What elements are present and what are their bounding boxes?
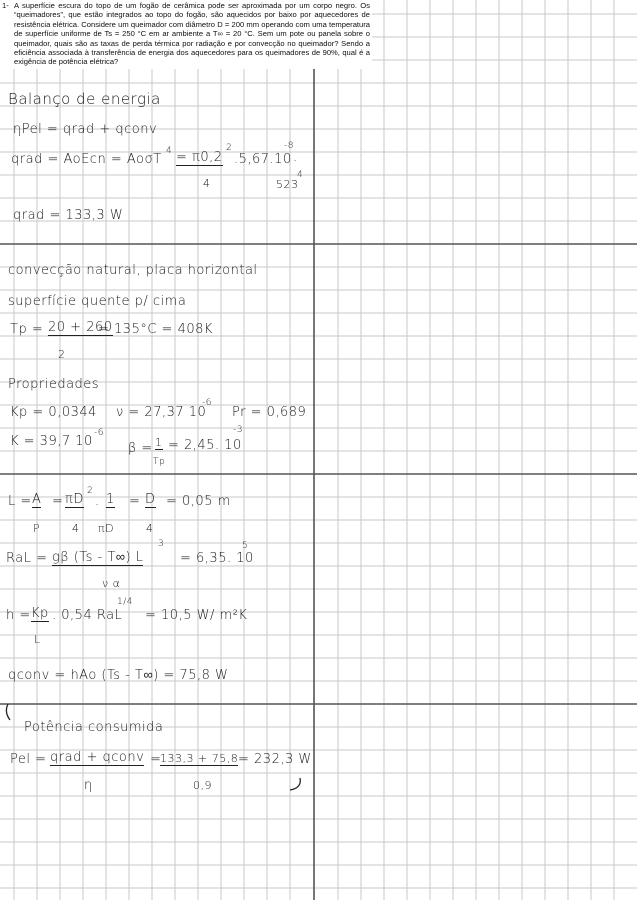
natural-convection-title: convecção natural, placa horizontal [8, 263, 258, 278]
char-length-perimeter-formula: πD [98, 522, 115, 535]
char-length-d-den: 4 [146, 522, 154, 535]
beta-numerator: 1 [155, 436, 163, 449]
pel-efficiency: 0,9 [193, 779, 212, 792]
char-length-d: D [145, 492, 156, 507]
thermal-conductivity: Kp = 0,0344 [10, 405, 97, 420]
energy-balance-equation: ηPel = qrad + qconv [13, 122, 158, 137]
film-temperature-result: = 135°C = 408K [98, 322, 213, 337]
rayleigh-numerator: gβ (Ts - T∞) L [52, 550, 144, 565]
h-correlation: . 0,54 RaL [52, 608, 123, 623]
rayleigh-denominator: ν α [102, 577, 121, 590]
char-length-eq2: = [129, 494, 141, 509]
beta-denominator: Tp [153, 457, 166, 467]
qrad-sigma-term: .5,67.10 [234, 152, 292, 167]
hot-surface-subtitle: superfície quente p/ cima [8, 294, 187, 309]
film-temperature-label: Tp = [10, 322, 44, 337]
thermal-diffusivity: K = 39,7 10 [10, 434, 93, 449]
pel-equals: = [150, 752, 162, 767]
h-label: h = [6, 608, 31, 623]
power-consumed-title: Potência consumida [24, 720, 164, 735]
qrad-exp-2: 2 [226, 143, 233, 153]
char-length-area-den: 4 [72, 522, 80, 535]
h-correlation-exp: 1/4 [117, 597, 133, 607]
pel-result: = 232,3 W [238, 752, 312, 767]
kinematic-viscosity: ν = 27,37 10 [116, 405, 207, 420]
pel-numerator-values: 133,3 + 75,8 [160, 752, 239, 765]
char-length-area-exp: 2 [87, 486, 94, 496]
beta-result: = 2,45. 10 [168, 438, 242, 453]
qrad-exp-4: 4 [166, 146, 173, 156]
char-length-one: 1 [106, 492, 115, 507]
thermal-diffusivity-exp: -6 [94, 428, 104, 438]
qconv-result: qconv = hAo (Ts - T∞) = 75,8 W [8, 668, 229, 683]
pel-label: Pel = [10, 752, 47, 767]
film-temperature-denominator: 2 [58, 348, 66, 361]
rayleigh-result: = 6,35. 10 [180, 551, 254, 566]
problem-text: A superfície escura do topo de um fogão de cerâmica pode ser aproximada por um corpo negro. Os “queimadores”, que estão integrados ao topo do fogão, são aquecidos por baixo por aquecedores de resistência elétrica. Considere um queimador com diâmetro D = 200 mm operando com uma temperatura de superfície uniforme de Ts = 250 °C em ar ambiente a T∞ = 20 °C. Sem um pote ou panela sobre o queimador, quais são as taxas de perda térmica por radiação e por convecção no queimador? Sendo a eficiência associada à transferência de energia dos aquecedores para os queimadores de 90%, qual é a exigência de potência elétrica? [14, 1, 370, 67]
qrad-exp-8: -8 [284, 141, 294, 151]
qrad-denominator: 4 [203, 177, 211, 190]
h-denominator: L [34, 633, 41, 646]
prandtl-number: Pr = 0,689 [232, 405, 307, 420]
properties-title: Propriedades [8, 377, 100, 392]
pel-denominator: η [84, 778, 93, 793]
beta-result-exp: -3 [233, 425, 243, 435]
qrad-temperature-exp: 4 [297, 170, 304, 180]
qrad-dot: . [293, 150, 298, 165]
problem-number: 1- [2, 1, 9, 10]
qrad-temperature: 523 [276, 178, 299, 191]
qrad-expression: qrad = AoEcn = AoσT [11, 152, 162, 167]
beta-label: β = [128, 441, 153, 456]
char-length-perimeter: P [33, 522, 41, 535]
kinematic-viscosity-exp: -6 [202, 398, 212, 408]
h-result: = 10,5 W/ m²K [145, 608, 248, 623]
qrad-result: qrad = 133,3 W [13, 208, 124, 223]
rayleigh-numerator-exp: 3 [158, 539, 165, 549]
pel-numerator: qrad + qconv [50, 750, 145, 765]
char-length-area-formula: πD [65, 492, 84, 507]
arrow-mark-icon [6, 704, 10, 720]
char-length-label: L = [8, 494, 32, 509]
char-length-eq: = [52, 494, 64, 509]
rayleigh-label: RaL = [6, 551, 48, 566]
energy-balance-title: Balanço de energia [8, 90, 161, 108]
problem-statement [0, 0, 372, 69]
closing-mark-icon [290, 778, 300, 790]
h-numerator: Kp [31, 606, 49, 621]
char-length-dot: . [95, 494, 100, 509]
rayleigh-result-exp: 5 [242, 541, 249, 551]
char-length-result: = 0,05 m [166, 494, 231, 509]
char-length-area: A [32, 492, 42, 507]
film-temperature-numerator: 20 + 260 [48, 320, 113, 335]
qrad-area-term: = π0,2 [176, 150, 223, 165]
